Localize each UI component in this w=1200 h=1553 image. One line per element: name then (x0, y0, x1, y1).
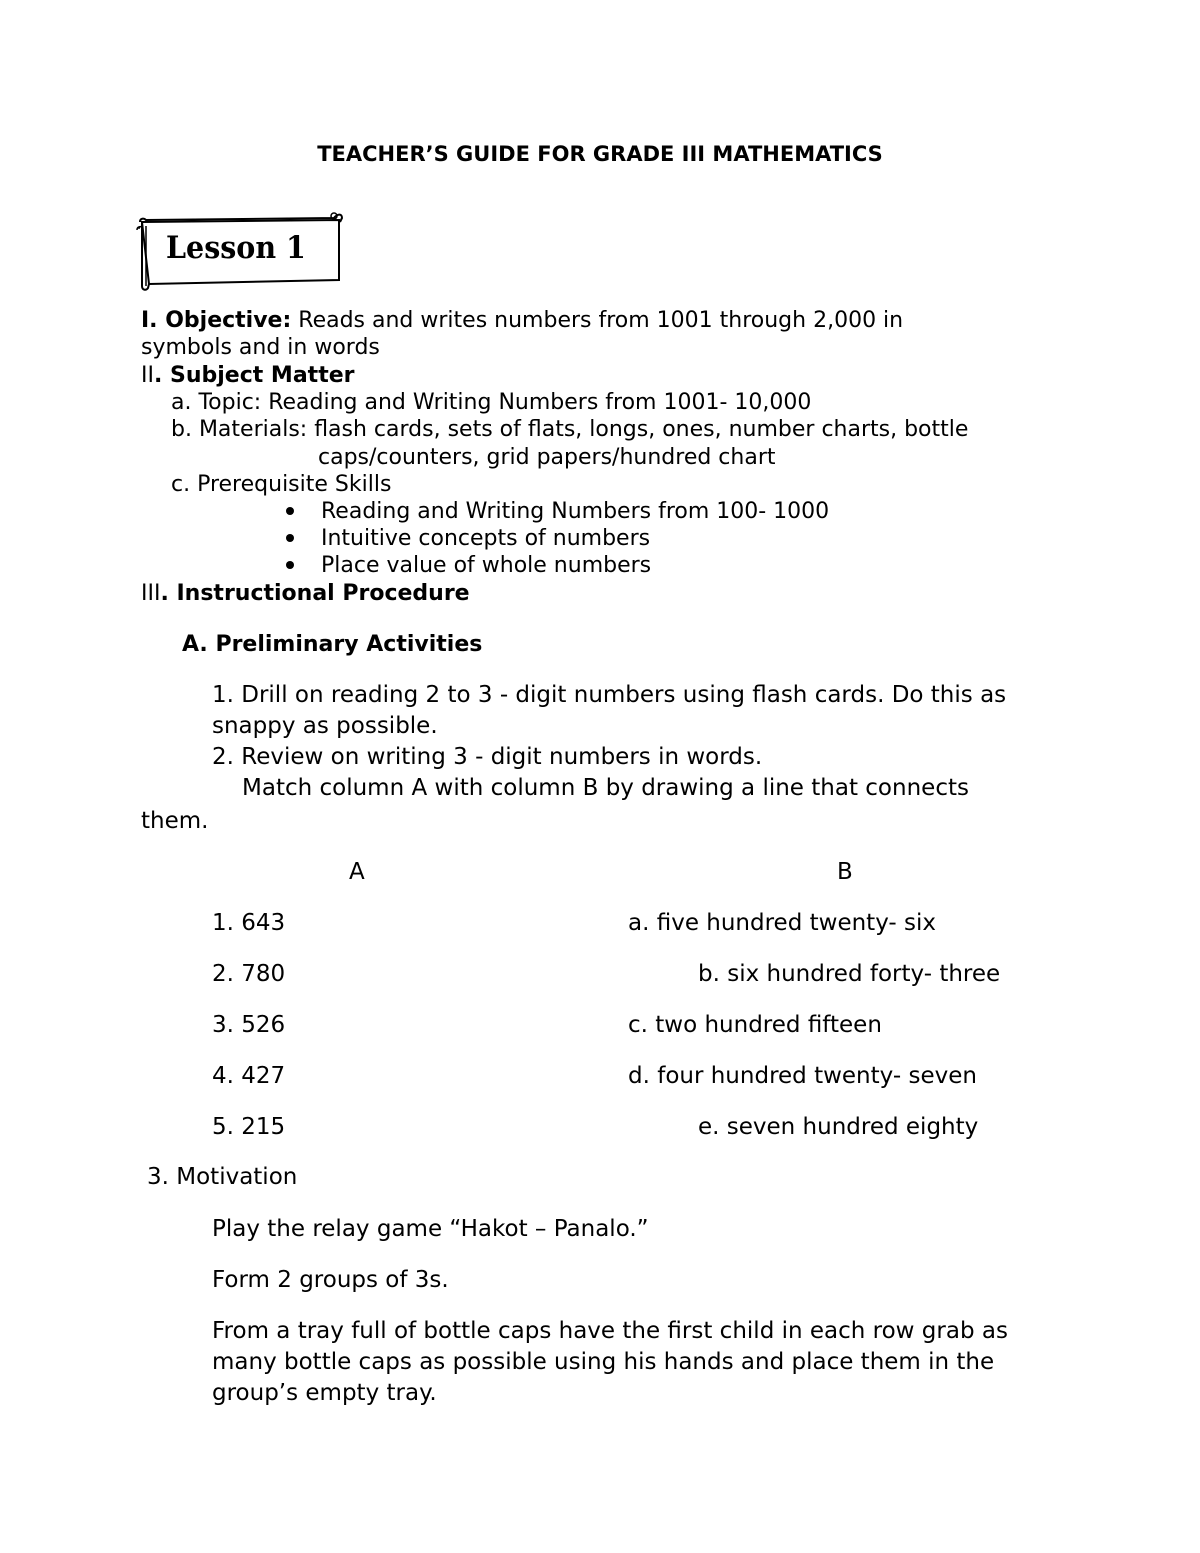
lesson-label: Lesson 1 (166, 230, 306, 266)
column-a-item: 5. 215 (212, 1114, 286, 1140)
column-a-item: 2. 780 (212, 961, 286, 987)
page-title: TEACHER’S GUIDE FOR GRADE III MATHEMATICS (317, 142, 883, 166)
column-b-item: e. seven hundred eighty (698, 1114, 979, 1140)
column-a-item: 4. 427 (212, 1063, 286, 1089)
procedure-label: . Instructional Procedure (160, 581, 470, 606)
subject-matter-heading (141, 362, 354, 389)
materials-line: b. Materials: flash cards, sets of flats, longs, ones, number charts, bottle (171, 417, 969, 442)
materials-line2: caps/counters, grid papers/hundred chart (318, 445, 776, 470)
preliminary-heading: A. Preliminary Activities (182, 632, 483, 657)
groups-line: Form 2 groups of 3s. (212, 1267, 449, 1293)
column-a-header: A (349, 859, 365, 885)
review-line: 2. Review on writing 3 - digit numbers in words. (212, 744, 763, 770)
column-b-item: c. two hundred fifteen (628, 1012, 882, 1038)
motivation-heading: 3. Motivation (147, 1164, 298, 1190)
objective-label: I. Objective: (141, 308, 292, 333)
skill-item: Reading and Writing Numbers from 100- 1000 (321, 499, 830, 524)
objective-line (141, 307, 903, 334)
column-b-item: b. six hundred forty- three (698, 961, 1001, 987)
column-b-item: a. five hundred twenty- six (628, 910, 936, 936)
column-b-header: B (837, 859, 853, 885)
drill-line: 1. Drill on reading 2 to 3 - digit numbers using flash cards. Do this as (212, 682, 1007, 708)
procedure-prefix: III (141, 581, 161, 606)
objective-text-line2: symbols and in words (141, 335, 380, 360)
lesson-scroll-banner (134, 208, 349, 293)
match-line2: them. (141, 808, 209, 834)
bullet-icon (286, 507, 294, 515)
column-a-item: 3. 526 (212, 1012, 286, 1038)
match-line: Match column A with column B by drawing a line that connects (242, 775, 969, 801)
instructions-line: From a tray full of bottle caps have the first child in each row grab as (212, 1318, 1008, 1344)
game-line: Play the relay game “Hakot – Panalo.” (212, 1216, 649, 1242)
skill-item: Intuitive concepts of numbers (321, 526, 651, 551)
subject-matter-label: . Subject Matter (153, 363, 355, 388)
column-a-item: 1. 643 (212, 910, 286, 936)
subject-matter-prefix: II (141, 363, 154, 388)
procedure-heading (141, 580, 470, 607)
drill-line2: snappy as possible. (212, 713, 438, 739)
bullet-icon (286, 534, 294, 542)
column-b-item: d. four hundred twenty- seven (628, 1063, 977, 1089)
prerequisite-line: c. Prerequisite Skills (171, 472, 392, 497)
topic-line: a. Topic: Reading and Writing Numbers from 1001- 10,000 (171, 390, 812, 415)
instructions-line3: group’s empty tray. (212, 1380, 437, 1406)
bullet-icon (286, 561, 294, 569)
skill-item: Place value of whole numbers (321, 553, 652, 578)
instructions-line2: many bottle caps as possible using his hands and place them in the (212, 1349, 995, 1375)
objective-text: Reads and writes numbers from 1001 through 2,000 in (291, 308, 904, 333)
